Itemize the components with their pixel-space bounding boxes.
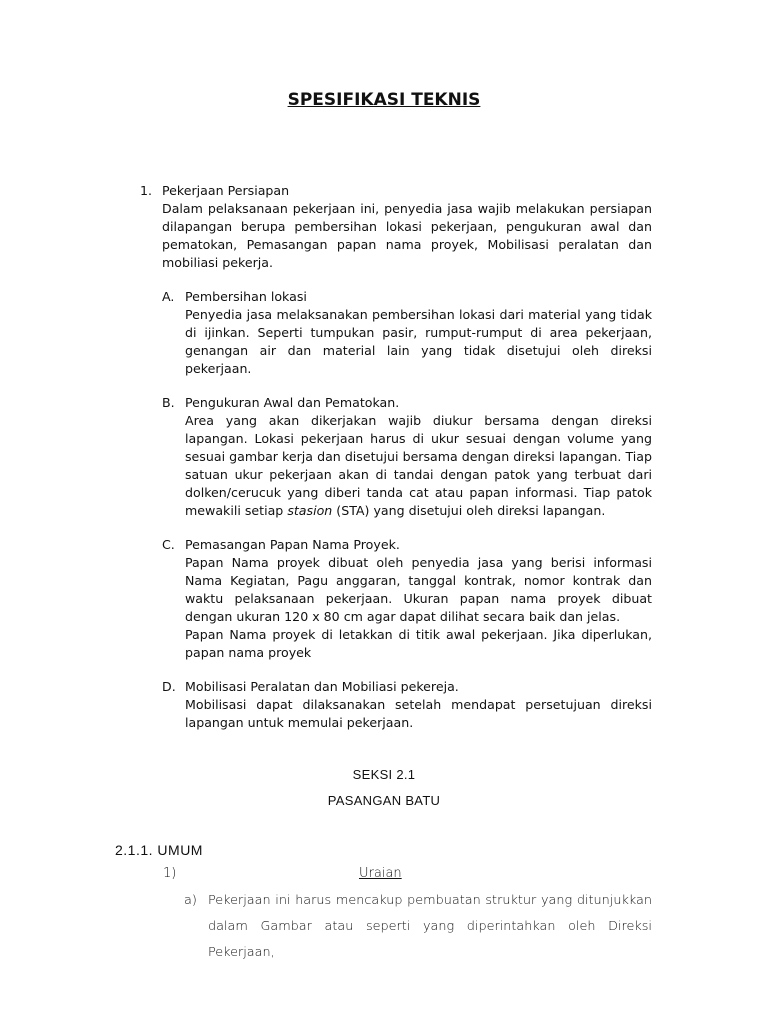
uraian-sub-item bbox=[184, 888, 652, 966]
item-title: Uraian bbox=[359, 866, 402, 881]
subsection-heading: Pembersihan lokasi bbox=[185, 289, 307, 304]
sub-item-label: a) bbox=[184, 893, 197, 908]
subsection-label: B. bbox=[162, 395, 175, 410]
subsection-d bbox=[162, 678, 652, 732]
body-text-end: (STA) yang disetujui oleh direksi lapangan. bbox=[332, 503, 606, 518]
subsection-b bbox=[162, 394, 652, 520]
subsection-body: Mobilisasi dapat dilaksanakan setelah mendapat persetujuan direksi lapangan untuk memulai pekerjaan. bbox=[185, 697, 652, 730]
subsection-body bbox=[185, 412, 652, 520]
subsection-c bbox=[162, 536, 652, 662]
page-title: SPESIFIKASI TEKNIS bbox=[287, 90, 481, 110]
item-number: 1) bbox=[163, 866, 177, 881]
umum-heading: 2.1.1. UMUM bbox=[115, 842, 203, 858]
subsection-label: C. bbox=[162, 537, 175, 552]
section-pekerjaan-persiapan bbox=[140, 182, 652, 732]
subsection-heading: Pemasangan Papan Nama Proyek. bbox=[185, 537, 400, 552]
subsection-label: A. bbox=[162, 289, 175, 304]
subsection-body: Papan Nama proyek dibuat oleh penyedia jasa yang berisi informasi Nama Kegiatan, Pagu anggaran, tanggal kontrak, nomor kontrak dan waktu pelaksanaan pekerjaan. Ukuran papan nama proyek dibuat dengan ukuran 120 x 80 cm agar dapat dilihat secara baik dan jelas. bbox=[185, 555, 652, 624]
subsection-label: D. bbox=[162, 679, 176, 694]
subsection-heading: Pengukuran Awal dan Pematokan. bbox=[185, 395, 400, 410]
subsection-heading: Mobilisasi Peralatan dan Mobiliasi pekereja. bbox=[185, 679, 459, 694]
body-text: Area yang akan dikerjakan wajib diukur bersama dengan direksi lapangan. Lokasi pekerjaan harus di ukur sesuai dengan volume yang sesuai gambar kerja dan disetujui bersama dengan direksi lapangan. Tiap satuan ukur pekerjaan akan di tandai dengan patok yang terbuat dari dolken/cerucuk yang diberi tanda cat atau papan informasi. Tiap patok mewakili setiap bbox=[185, 413, 652, 518]
seksi-heading: SEKSI 2.1 bbox=[352, 767, 416, 782]
italic-term: stasion bbox=[287, 503, 333, 518]
section-number: 1. bbox=[140, 183, 153, 198]
subsection-body-2: Papan Nama proyek di letakkan di titik awal pekerjaan. Jika diperlukan, papan nama proyek bbox=[185, 627, 652, 660]
sub-item-text: Pekerjaan ini harus mencakup pembuatan struktur yang ditunjukkan dalam Gambar atau seperti yang diperintahkan oleh Direksi Pekerjaan, bbox=[208, 893, 652, 960]
subsection-a bbox=[162, 288, 652, 378]
section-heading: Pekerjaan Persiapan bbox=[162, 183, 290, 198]
section-body: Dalam pelaksanaan pekerjaan ini, penyedia jasa wajib melakukan persiapan dilapangan berupa pembersihan lokasi pekerjaan, pengukuran awal dan pematokan, Pemasangan papan nama proyek, Mobilisasi peralatan dan mobiliasi pekerja. bbox=[162, 201, 652, 270]
seksi-subheading: PASANGAN BATU bbox=[327, 793, 441, 808]
subsection-body: Penyedia jasa melaksanakan pembersihan lokasi dari material yang tidak di ijinkan. Seperti tumpukan pasir, rumput-rumput di area pekerjaan, genangan air dan material lain yang tidak disetujui oleh direksi pekerjaan. bbox=[185, 307, 652, 376]
